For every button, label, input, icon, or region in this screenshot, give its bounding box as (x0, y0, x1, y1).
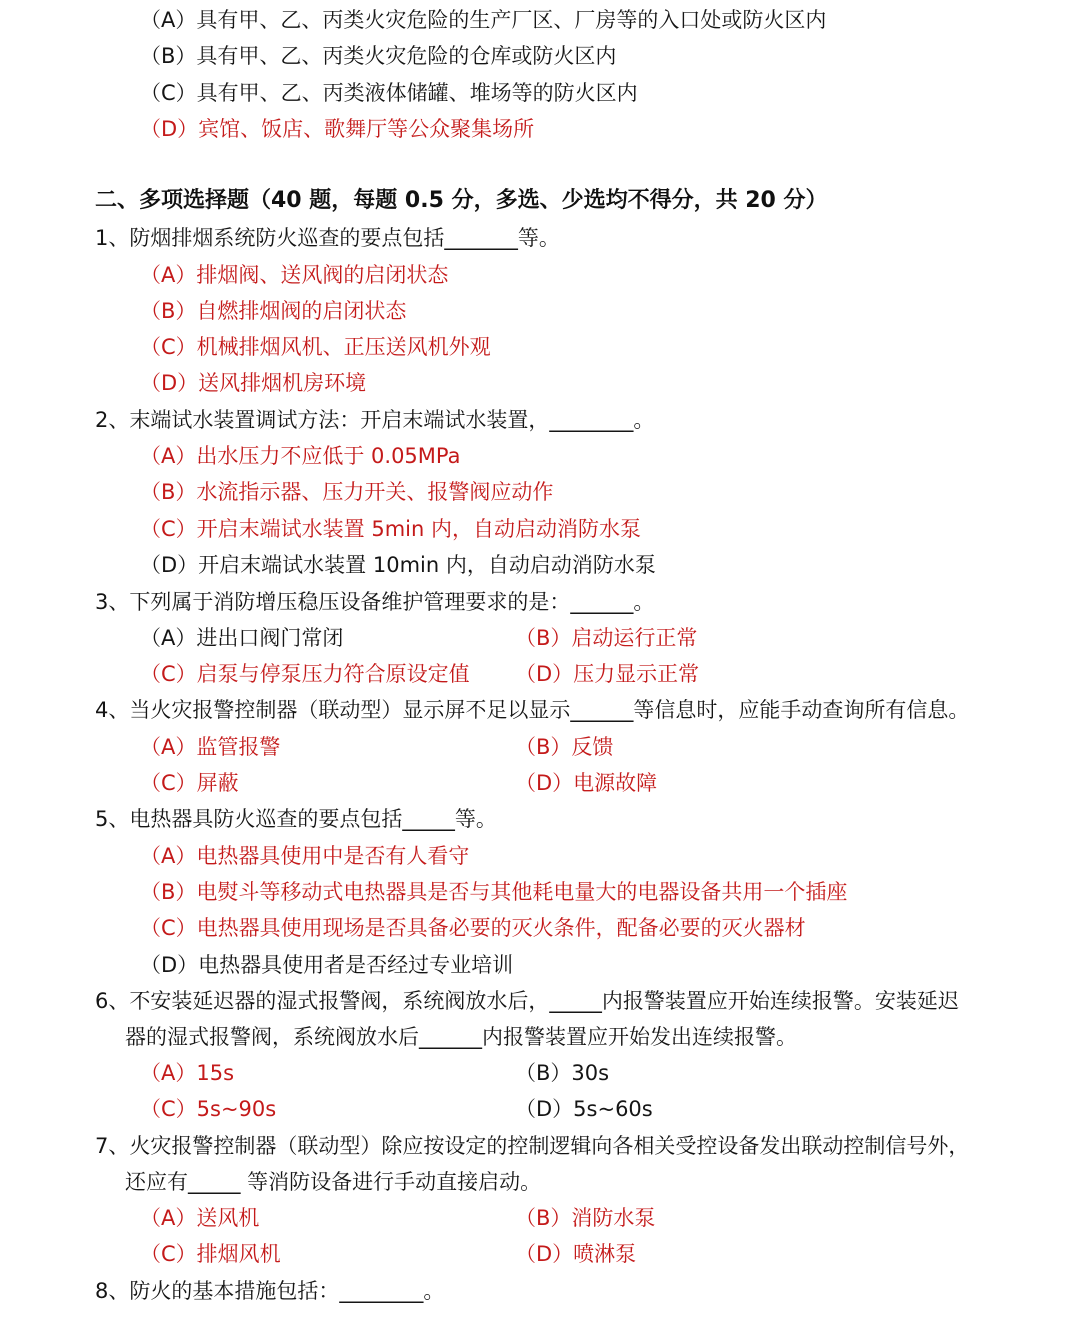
question-3-option-b: （B）启动运行正常 (515, 626, 698, 650)
question-4-stem: 4、当火灾报警控制器（联动型）显示屏不足以显示______等信息时，应能手动查询所有信息。 (95, 698, 970, 722)
question-6-option-b: （B）30s (515, 1061, 610, 1085)
question-1-option-b: （B）自燃排烟阀的启闭状态 (140, 299, 407, 323)
question-4-option-a: （A）监管报警 (140, 735, 281, 759)
question-7-stem-line2: 还应有_____ 等消防设备进行手动直接启动。 (125, 1170, 542, 1194)
question-2-stem: 2、末端试水装置调试方法：开启末端试水装置，________。 (95, 408, 655, 432)
question-7-option-b: （B）消防水泵 (515, 1206, 656, 1230)
question-2-option-d: （D）开启末端试水装置 10min 内，自动启动消防水泵 (140, 553, 656, 577)
question-7-stem-line1: 7、火灾报警控制器（联动型）除应按设定的控制逻辑向各相关受控设备发出联动控制信号外， (95, 1134, 970, 1158)
question-6-stem-line1: 6、不安装延迟器的湿式报警阀，系统阀放水后，_____内报警装置应开始连续报警。安装延迟 (95, 989, 959, 1013)
question-7-option-a: （A）送风机 (140, 1206, 260, 1230)
question-4-option-b: （B）反馈 (515, 735, 614, 759)
prev-option-b: （B）具有甲、乙、丙类火灾危险的仓库或防火区内 (140, 44, 617, 68)
question-2-option-c: （C）开启末端试水装置 5min 内，自动启动消防水泵 (140, 517, 641, 541)
question-8-stem: 8、防火的基本措施包括：________。 (95, 1279, 445, 1303)
question-6-stem-line2: 器的湿式报警阀，系统阀放水后______内报警装置应开始发出连续报警。 (125, 1025, 797, 1049)
question-2-option-b: （B）水流指示器、压力开关、报警阀应动作 (140, 480, 554, 504)
prev-option-d: （D）宾馆、饭店、歌舞厅等公众聚集场所 (140, 117, 535, 141)
question-6-option-d: （D）5s~60s (515, 1097, 653, 1121)
question-4-option-c: （C）屏蔽 (140, 771, 239, 795)
section-heading: 二、多项选择题（40 题，每题 0.5 分，多选、少选均不得分，共 20 分） (95, 188, 828, 213)
question-5-option-d: （D）电热器具使用者是否经过专业培训 (140, 953, 514, 977)
question-1-option-a: （A）排烟阀、送风阀的启闭状态 (140, 263, 449, 287)
question-3-option-c: （C）启泵与停泵压力符合原设定值 (140, 662, 470, 686)
question-1-option-c: （C）机械排烟风机、正压送风机外观 (140, 335, 491, 359)
question-4-option-d: （D）电源故障 (515, 771, 658, 795)
question-1-option-d: （D）送风排烟机房环境 (140, 371, 367, 395)
question-1-stem: 1、防烟排烟系统防火巡查的要点包括_______等。 (95, 226, 560, 250)
question-6-option-a: （A）15s (140, 1061, 235, 1085)
question-5-option-b: （B）电熨斗等移动式电热器具是否与其他耗电量大的电器设备共用一个插座 (140, 880, 848, 904)
question-5-option-c: （C）电热器具使用现场是否具备必要的灭火条件，配备必要的灭火器材 (140, 916, 806, 940)
question-3-stem: 3、下列属于消防增压稳压设备维护管理要求的是：______。 (95, 590, 655, 614)
question-7-option-d: （D）喷淋泵 (515, 1242, 637, 1266)
question-3-option-d: （D）压力显示正常 (515, 662, 700, 686)
question-6-option-c: （C）5s~90s (140, 1097, 277, 1121)
question-5-option-a: （A）电热器具使用中是否有人看守 (140, 844, 470, 868)
question-7-option-c: （C）排烟风机 (140, 1242, 281, 1266)
prev-option-a: （A）具有甲、乙、丙类火灾危险的生产厂区、厂房等的入口处或防火区内 (140, 8, 827, 32)
question-3-option-a: （A）进出口阀门常闭 (140, 626, 344, 650)
prev-option-c: （C）具有甲、乙、丙类液体储罐、堆场等的防火区内 (140, 81, 638, 105)
question-2-option-a: （A）出水压力不应低于 0.05MPa (140, 444, 461, 468)
question-5-stem: 5、电热器具防火巡查的要点包括_____等。 (95, 807, 497, 831)
